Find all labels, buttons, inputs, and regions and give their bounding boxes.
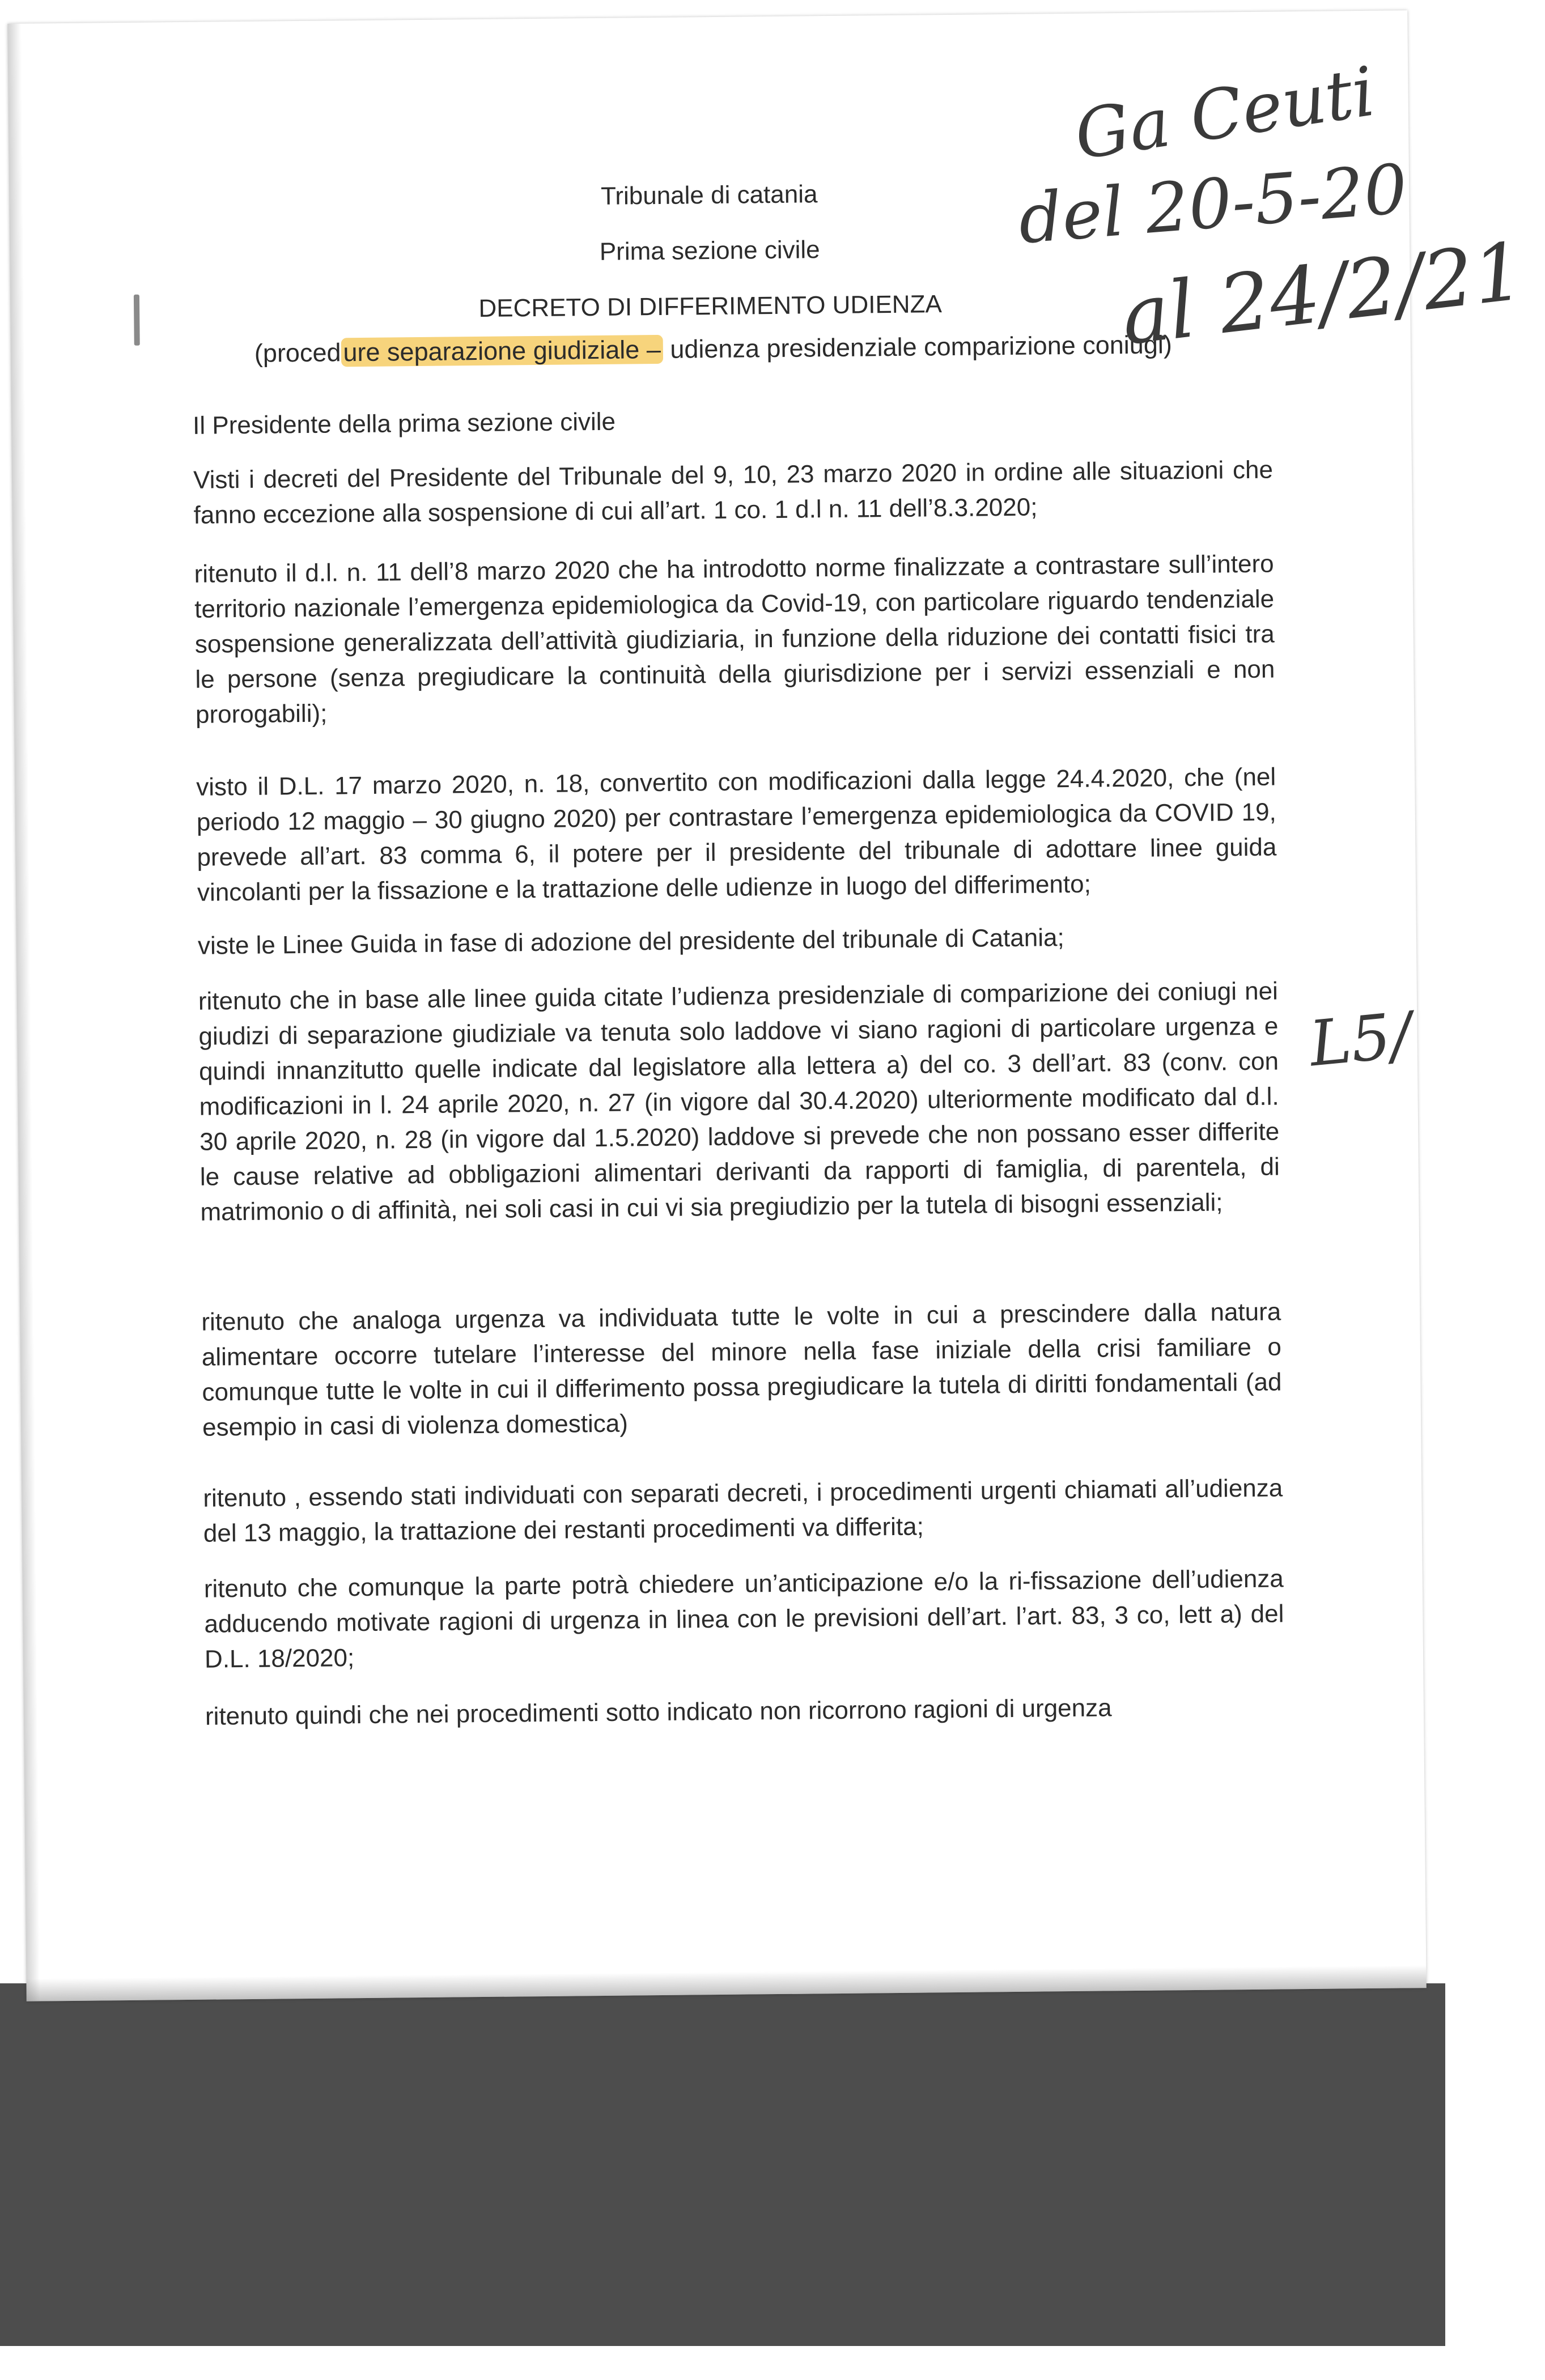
president-line: Il Presidente della prima sezione civile	[192, 407, 616, 440]
section-name: Prima sezione civile	[599, 236, 820, 266]
handwritten-margin-mark: L5/	[1306, 998, 1415, 1081]
paragraph-analoga-urgenza: ritenuto che analoga urgenza va individuata tutte le volte in cui a prescindere dalla natura alimentare occorre tutelare l’interesse del minore nella fase iniziale della crisi familiare o comunque tutte le volte in cui il differimento possa pregiudicare la tutela di diritti fondamentali (ad esempio in casi di violenza domestica)	[201, 1298, 1282, 1442]
paragraph-linee-guida: viste le Linee Guida in fase di adozione del presidente del tribunale di Catania;	[197, 924, 1064, 960]
handwritten-note-line1: Ga Ceuti	[1069, 52, 1380, 176]
paragraph-no-urgenza: ritenuto quindi che nei procedimenti sotto indicato non ricorrono ragioni di urgenza	[205, 1694, 1112, 1731]
paragraph-dl-11: ritenuto il d.l. n. 11 dell’8 marzo 2020 che ha introdotto norme finalizzate a contrastare sull’intero territorio nazionale l’emergenza epidemiologica da Covid-19, con particolare riguardo tendenziale sospensione generalizzata dell’attività giudiziaria, in funzione della riduzione dei contatti fisici tra le persone (senza pregiudicare la continuità della giurisdizione per i servizi essenziali e non prorogabili);	[194, 550, 1275, 729]
scanner-bottom-margin	[0, 2346, 1445, 2380]
document-page	[7, 10, 1529, 2001]
subtitle-end: udienza presidenziale comparizione coniugi)	[663, 330, 1173, 364]
subtitle-start: (proced	[254, 338, 341, 368]
paragraph-udienza-presidenziale: ritenuto che in base alle linee guida citate l’udienza presidenziale di comparizione dei coniugi nei giudizi di separazione giudiziale va tenuta solo laddove vi siano ragioni di particolare urgenza e quindi innanzitutto quelle indicate dal legislatore alla lettera a) del co. 3 dell’art. 83 (conv. con modificazioni in l. 24 aprile 2020, n. 27 (in vigore dal 30.4.2020) ulteriormente modificato dal d.l. 30 aprile 2020, n. 28 (in vigore dal 1.5.2020) laddove si prevede che non possano esser differite le cause relative ad obbligazioni alimentari derivanti da rapporti di famiglia, di parentela, di matrimonio o di affinità, nei soli casi in cui vi sia pregiudizio per la tutela di bisogni essenziali;	[198, 977, 1280, 1226]
court-name: Tribunale di catania	[600, 180, 818, 210]
handwritten-note-line2: del 20-5-20	[1016, 150, 1411, 260]
handwritten-note-line3: al 24/2/21	[1117, 225, 1529, 363]
paragraph-visti-decreti: Visti i decreti del Presidente del Tribunale del 9, 10, 23 marzo 2020 in ordine alle situazioni che fanno eccezione alla sospensione di cui all’art. 1 co. 1 d.l n. 11 dell’8.3.2020;	[193, 456, 1274, 529]
scanner-background	[0, 1983, 1445, 2380]
subtitle-highlighted: ure separazione giudiziale –	[341, 335, 663, 367]
paragraph-differimento: ritenuto , essendo stati individuati con separati decreti, i procedimenti urgenti chiamati all’udienza del 13 maggio, la trattazione dei restanti procedimenti va differita;	[203, 1474, 1283, 1548]
paragraph-anticipazione: ritenuto che comunque la parte potrà chiedere un’anticipazione e/o la ri-fissazione dell’udienza adducendo motivate ragioni di urgenza in linea con le previsioni dell’art. l’art. 83, 3 co, lett a) del D.L. 18/2020;	[203, 1565, 1284, 1673]
decree-title: DECRETO DI DIFFERIMENTO UDIENZA	[478, 290, 943, 322]
paragraph-dl-18: visto il D.L. 17 marzo 2020, n. 18, convertito con modificazioni dalla legge 24.4.2020, che (nel periodo 12 maggio – 30 giugno 2020) per contrastare l’emergenza epidemiologica da COVID 19, prevede all’art. 83 comma 6, il potere per il presidente del tribunale di adottare linee guida vincolanti per la fissazione e la trattazione delle udienze in luogo del differimento;	[196, 763, 1277, 907]
decree-subtitle	[254, 330, 1172, 368]
